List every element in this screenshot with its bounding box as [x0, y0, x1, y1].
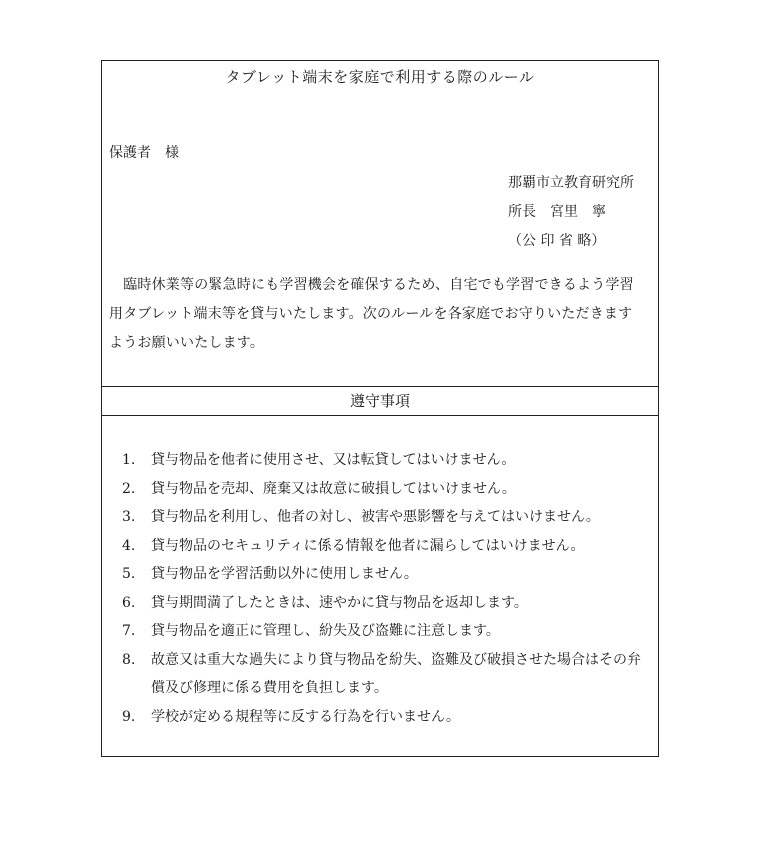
rule-item — [122, 703, 657, 732]
sender-organization: 那覇市立教育研究所 — [508, 175, 634, 191]
section-heading: 遵守事項 — [349, 392, 410, 410]
rule-text: 貸与物品を他者に使用させ、又は転貸してはいけません。 — [151, 452, 516, 468]
sender-block — [508, 169, 634, 256]
rule-text: 貸与物品を学習活動以外に使用しません。 — [151, 566, 418, 582]
addressee: 保護者 様 — [109, 145, 179, 161]
sender-director: 所長 宮里 寧 — [508, 204, 606, 220]
document-title: タブレット端末を家庭で利用する際のルール — [225, 68, 535, 86]
rule-number: 3. — [122, 509, 136, 525]
section-divider-bottom — [102, 415, 658, 416]
document-frame — [101, 60, 659, 757]
rule-item — [122, 532, 657, 561]
rule-text: 故意又は重大な過失により貸与物品を紛失、盗難及び破損させた場合はその弁 償及び修理に係る費用を負担します。 — [151, 651, 641, 696]
rule-item — [122, 475, 657, 504]
rule-number: 2. — [122, 480, 136, 497]
rule-text: 貸与物品を利用し、他者の対し、被害や悪影響を与えてはいけません。 — [151, 509, 600, 525]
rules-list — [122, 446, 657, 731]
rule-number: 5. — [122, 566, 136, 582]
rule-text: 貸与物品を適正に管理し、紛失及び盗難に注意します。 — [151, 623, 500, 639]
seal-note: （公 印 省 略） — [508, 233, 606, 249]
rule-item — [122, 589, 657, 618]
rule-item — [122, 560, 657, 589]
rule-number: 8. — [122, 651, 136, 668]
rule-number: 9. — [122, 708, 136, 725]
rule-item — [122, 503, 657, 532]
rule-item — [122, 446, 657, 475]
rule-number: 1. — [122, 452, 136, 468]
rule-text: 貸与物品のセキュリティに係る情報を他者に漏らしてはいけません。 — [151, 537, 585, 554]
rule-number: 4. — [122, 537, 136, 554]
rule-item — [122, 646, 657, 703]
rule-item — [122, 617, 657, 646]
rule-text: 学校が定める規程等に反する行為を行いません。 — [151, 708, 460, 725]
rule-number: 7. — [122, 623, 136, 639]
intro-paragraph: 臨時休業等の緊急時にも学習機会を確保するため、自宅でも学習できるよう学習 用タブレット端末等を貸与いたします。次のルールを各家庭でお守りいただきます ようお願いいたします。 — [109, 277, 634, 351]
rule-text: 貸与期間満了したときは、速やかに貸与物品を返却します。 — [151, 594, 528, 611]
rule-number: 6. — [122, 594, 136, 611]
rule-text: 貸与物品を売却、廃棄又は故意に破損してはいけません。 — [151, 480, 516, 497]
